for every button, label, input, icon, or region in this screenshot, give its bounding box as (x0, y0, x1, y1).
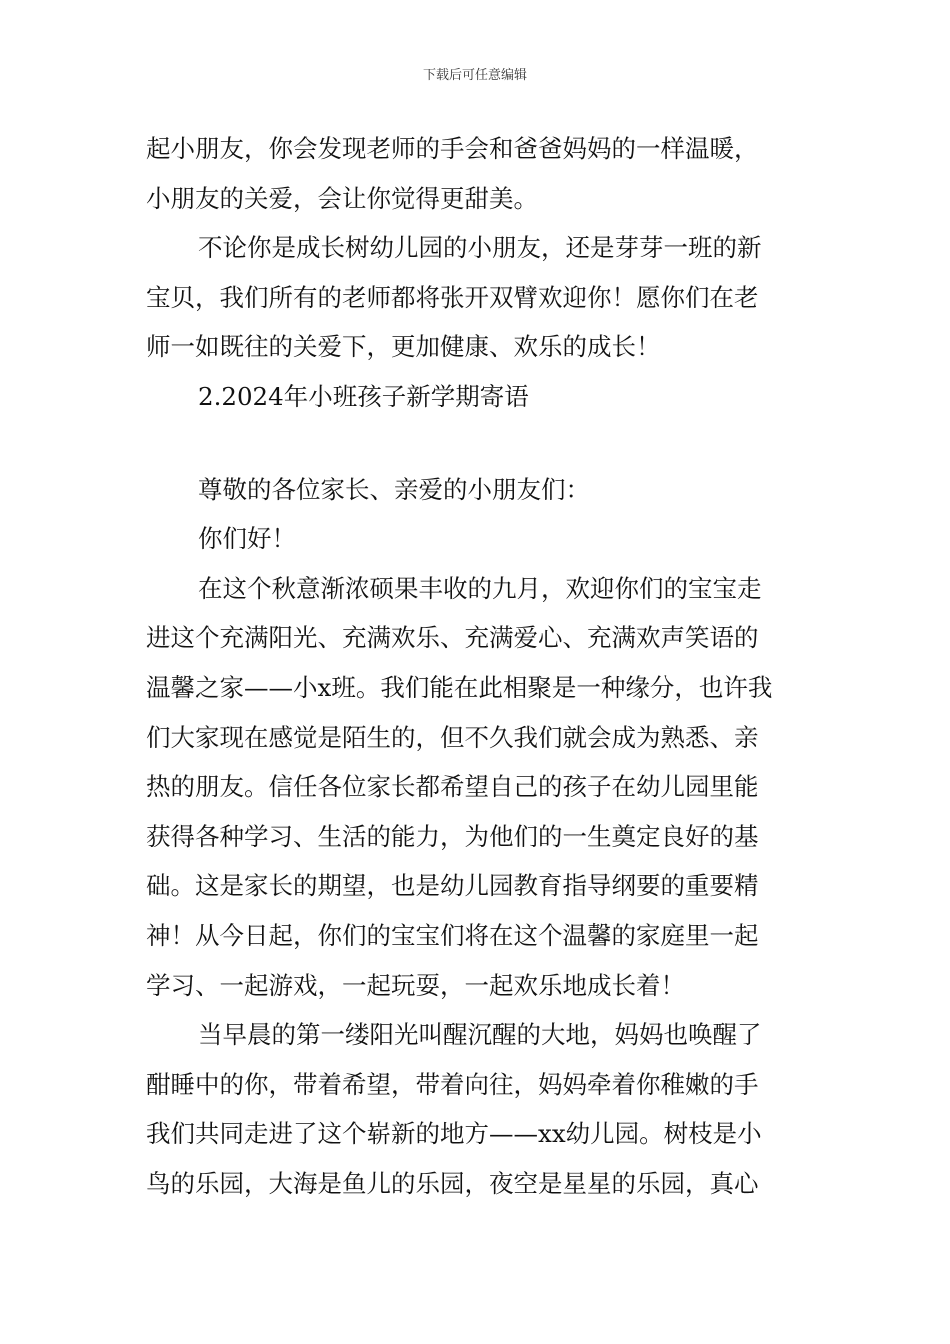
text-line: 酣睡中的你，带着希望，带着向往，妈妈牵着你稚嫩的手 (146, 1069, 759, 1099)
paragraph (146, 124, 806, 223)
text-line: 当早晨的第一缕阳光叫醒沉醒的大地，妈妈也唤醒了 (198, 1020, 762, 1050)
text-line: 温馨之家——小x班。我们能在此相聚是一种缘分，也许我 (146, 672, 773, 702)
page-header: 下载后可任意编辑 (422, 68, 527, 83)
text-line: 热的朋友。信任各位家长都希望自己的孩子在幼儿园里能 (146, 772, 759, 802)
text-line: 们大家现在感觉是陌生的，但不久我们就会成为熟悉、亲 (146, 722, 759, 752)
text-line: 尊敬的各位家长、亲爱的小朋友们： (198, 474, 590, 504)
greeting (146, 514, 806, 564)
section-heading (146, 372, 806, 422)
text-line: 学习、一起游戏，一起玩耍，一起欢乐地成长着！ (146, 970, 685, 1000)
text-line: 师一如既往的关爱下，更加健康、欢乐的成长！ (146, 332, 661, 362)
text-line: 宝贝，我们所有的老师都将张开双臂欢迎你！愿你们在老 (146, 282, 759, 312)
paragraph (146, 223, 806, 372)
text-line: 起小朋友，你会发现老师的手会和爸爸妈妈的一样温暖， (146, 134, 759, 163)
text-line: 鸟的乐园，大海是鱼儿的乐园，夜空是星星的乐园，真心 (146, 1168, 759, 1198)
text-line: 础。这是家长的期望，也是幼儿园教育指导纲要的重要精 (146, 871, 759, 901)
paragraph (146, 564, 806, 1010)
blank-gap (146, 422, 806, 465)
salutation (146, 465, 806, 515)
text-line: 你们好！ (198, 524, 296, 554)
text-line: 小朋友的关爱，会让你觉得更甜美。 (146, 183, 538, 213)
text-line: 我们共同走进了这个崭新的地方——xx幼儿园。树枝是小 (146, 1119, 762, 1149)
text-line: 2.2024年小班孩子新学期寄语 (198, 381, 529, 411)
document-body (146, 124, 806, 1208)
text-line: 神！从今日起，你们的宝宝们将在这个温馨的家庭里一起 (146, 920, 759, 950)
text-line: 进这个充满阳光、充满欢乐、充满爱心、充满欢声笑语的 (146, 623, 759, 653)
paragraph (146, 1010, 806, 1208)
text-line: 不论你是成长树幼儿园的小朋友，还是芽芽一班的新 (198, 233, 762, 263)
text-line: 在这个秋意渐浓硕果丰收的九月，欢迎你们的宝宝走 (198, 573, 762, 603)
text-line: 获得各种学习、生活的能力，为他们的一生奠定良好的基 (146, 821, 759, 851)
